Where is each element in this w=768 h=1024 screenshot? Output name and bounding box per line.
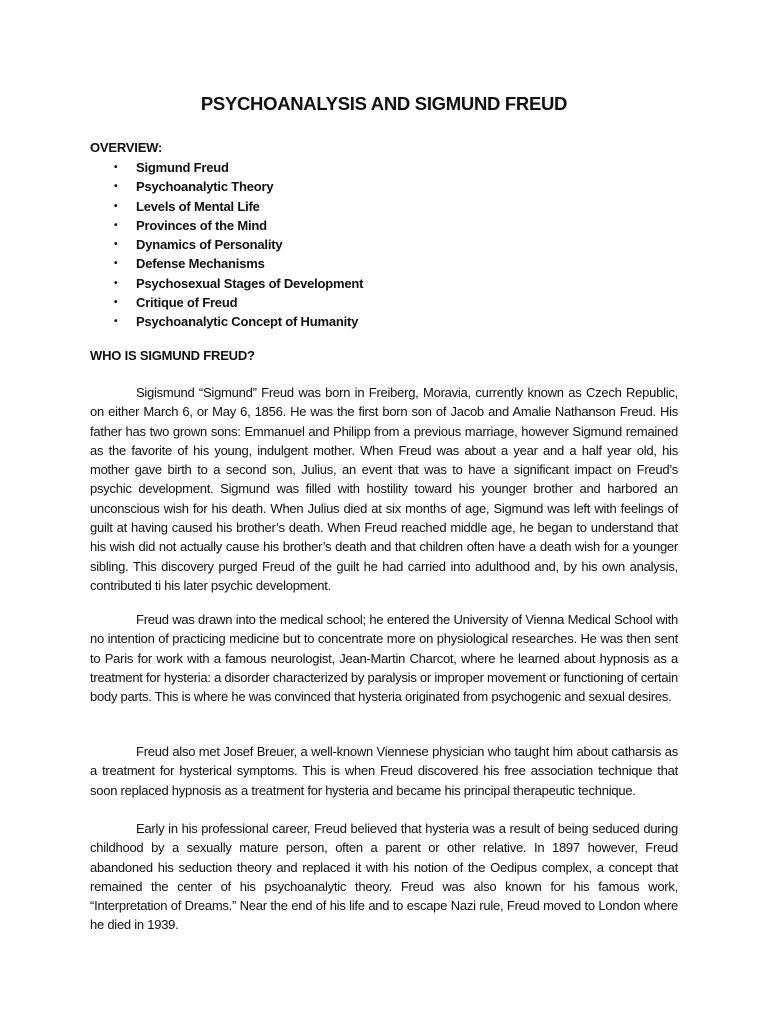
bullet-icon: • [114,316,118,328]
list-item-label: Sigmund Freud [136,160,229,175]
section-heading: WHO IS SIGMUND FREUD? [90,348,255,363]
bullet-icon: • [114,258,118,270]
body-paragraph: Freud also met Josef Breuer, a well-known Viennese physician who taught him about catharsis as a treatment for hysterical symptoms. This is when Freud discovered his free association technique that soon replaced hypnosis as a treatment for hysteria and became his principal therapeutic technique. [90,744,678,798]
list-item-label: Dynamics of Personality [136,237,283,253]
list-item-label: Psychoanalytic Theory [136,179,274,195]
bullet-icon: • [114,277,118,289]
bullet-icon: • [114,219,118,231]
list-item-label: Critique of Freud [136,295,238,311]
bullet-icon: • [114,200,118,212]
bullet-icon: • [114,181,118,193]
body-paragraph: Freud was drawn into the medical school; he entered the University of Vienna Medical School with no intention of practicing medicine but to concentrate more on physiological researches. He was then sent to Paris for work with a famous neurologist, Jean-Martin Charcot, where he learned about hypnosis as a treatment for hysteria: a disorder characterized by paralysis or improper movement or functioning of certain body parts. This is where he was convinced that hysteria originated from psychogenic and sexual desires. [90,612,678,705]
body-paragraph: Sigismund “Sigmund” Freud was born in Freiberg, Moravia, currently known as Czech Republic, on either March 6, or May 6, 1856. He was the first born son of Jacob and Amalie Nathanson Freud. His father has two grown sons: Emmanuel and Philipp from a previous marriage, however Sigmund remained as the favorite of his young, indulgent mother. When Freud was about a year and a half year old, his mother gave birth to a second son, Julius, an event that was to have a significant impact on Freud’s psychic development. Sigmund was filled with hostility toward his younger brother and harbored an unconscious wish for his death. When Julius died at six months of age, Sigmund was left with feelings of guilt at having caused his brother’s death. When Freud reached middle age, he began to understand that his wish did not actually cause his brother’s death and that children often have a death wish for a younger sibling. This discovery purged Freud of the guilt he had carried into adulthood and, by his own analysis, contributed ti his later psychic development. [90,385,678,593]
list-item-label: Psychosexual Stages of Development [136,275,364,291]
overview-heading: OVERVIEW: [90,140,163,155]
bullet-icon: • [114,239,118,251]
list-item-label: Levels of Mental Life [136,198,260,214]
list-item-label: Defense Mechanisms [136,256,265,272]
bullet-icon: • [114,297,118,309]
body-paragraph: Early in his professional career, Freud believed that hysteria was a result of being seduced during childhood by a sexually mature person, often a parent or other relative. In 1897 however, Freud abandoned his seduction theory and replaced it with his notion of the Oedipus complex, a concept that remained the center of his psychoanalytic theory. Freud was also known for his famous work, “Interpretation of Dreams.” Near the end of his life and to escape Nazi rule, Freud moved to London where he died in 1939. [90,821,678,933]
list-item-label: Psychoanalytic Concept of Humanity [136,314,359,330]
bullet-icon: • [114,162,118,173]
list-item-label: Provinces of the Mind [136,217,267,233]
document-title: PSYCHOANALYSIS AND SIGMUND FREUD [200,93,568,114]
